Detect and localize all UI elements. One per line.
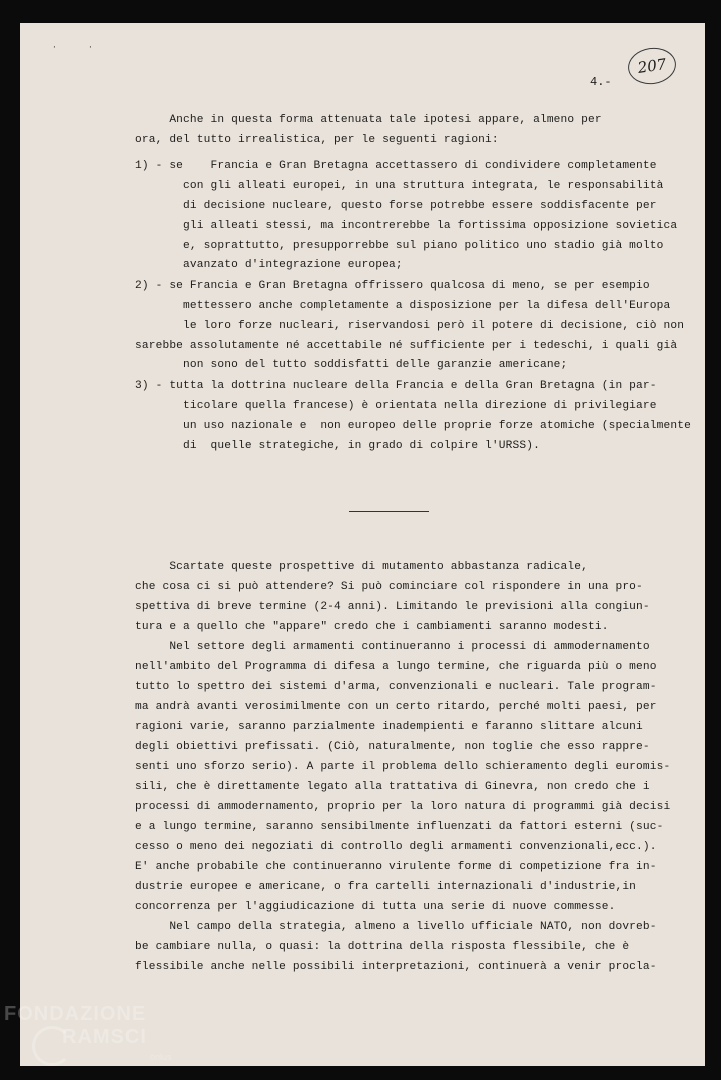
watermark-line2: RAMSCI bbox=[62, 1026, 147, 1048]
intro-line: ora, del tutto irrealistica, per le seguenti ragioni: bbox=[135, 134, 499, 146]
list-item-line: avanzato d'integrazione europea; bbox=[135, 259, 403, 271]
margin-mark: · bbox=[88, 43, 93, 52]
body-line: sili, che è direttamente legato alla trattativa di Ginevra, non credo che i bbox=[135, 781, 650, 793]
body-line: be cambiare nulla, o quasi: la dottrina della risposta flessibile, che è bbox=[135, 941, 630, 953]
list-item-line: un uso nazionale e non europeo delle proprie forze atomiche (specialmente bbox=[135, 420, 691, 432]
list-item-line: sarebbe assolutamente né accettabile né sufficiente per i tedeschi, i quali già bbox=[135, 340, 678, 352]
list-item-line: gli alleati stessi, ma incontrerebbe la fortissima opposizione sovietica bbox=[135, 220, 678, 232]
body-line: Nel campo della strategia, almeno a livello ufficiale NATO, non dovreb- bbox=[135, 921, 657, 933]
body-line: cesso o meno dei negoziati di controllo degli armamenti convenzionali,ecc.). bbox=[135, 841, 657, 853]
body-line: E' anche probabile che continueranno virulente forme di competizione fra in- bbox=[135, 861, 657, 873]
body-line: tutto lo spettro dei sistemi d'arma, convenzionali e nucleari. Tale program- bbox=[135, 681, 657, 693]
body-line: flessibile anche nelle possibili interpretazioni, continuerà a venir procla- bbox=[135, 961, 657, 973]
body-line: dustrie europee e americane, o fra cartelli internazionali d'industrie,in bbox=[135, 881, 637, 893]
body-line: processi di ammodernamento, proprio per la loro natura di programmi già decisi bbox=[135, 801, 671, 813]
body-line: degli obiettivi prefissati. (Ciò, naturalmente, non toglie che esso rappre- bbox=[135, 741, 650, 753]
list-item-line: le loro forze nucleari, riservandosi però il potere di decisione, ciò non bbox=[135, 320, 685, 332]
body-line: Scartate queste prospettive di mutamento abbastanza radicale, bbox=[135, 561, 588, 573]
watermark-line1: FONDAZIONE bbox=[4, 1003, 147, 1025]
list-item-line: 2) - se Francia e Gran Bretagna offrissero qualcosa di meno, se per esempio bbox=[135, 280, 650, 292]
archive-number-stamp bbox=[626, 45, 679, 87]
body-line: che cosa ci si può attendere? Si può cominciare col rispondere in una pro- bbox=[135, 581, 643, 593]
document-page bbox=[20, 23, 705, 1066]
list-item-line: di quelle strategiche, in grado di colpire l'URSS). bbox=[135, 440, 540, 452]
list-item-line: con gli alleati europei, in una struttura integrata, le responsabilità bbox=[135, 180, 664, 192]
list-item-line: 3) - tutta la dottrina nucleare della Francia e della Gran Bretagna (in par- bbox=[135, 380, 657, 392]
archive-number: 207 bbox=[636, 55, 668, 77]
list-item-line: non sono del tutto soddisfatti delle garanzie americane; bbox=[135, 359, 568, 371]
section-divider bbox=[349, 511, 429, 512]
body-line: senti uno sforzo serio). A parte il problema dello schieramento degli euromis- bbox=[135, 761, 671, 773]
list-item-line: di decisione nucleare, questo forse potrebbe essere soddisfacente per bbox=[135, 200, 657, 212]
list-item-line: ticolare quella francese) è orientata nella direzione di privilegiare bbox=[135, 400, 657, 412]
fondazione-gramsci-watermark bbox=[4, 1003, 194, 1075]
watermark-sub: onlus bbox=[150, 1052, 172, 1062]
body-line: Nel settore degli armamenti continueranno i processi di ammodernamento bbox=[135, 641, 650, 653]
list-item-line: mettessero anche completamente a disposizione per la difesa dell'Europa bbox=[135, 300, 671, 312]
list-item-line: 1) - se Francia e Gran Bretagna accettassero di condividere completamente bbox=[135, 160, 657, 172]
intro-line: Anche in questa forma attenuata tale ipotesi appare, almeno per bbox=[135, 114, 602, 126]
body-line: e a lungo termine, saranno sensibilmente influenzati da fattori esterni (suc- bbox=[135, 821, 664, 833]
body-line: concorrenza per l'aggiudicazione di tutta una serie di nuove commesse. bbox=[135, 901, 616, 913]
body-line: ma andrà avanti verosimilmente con un certo ritardo, perché molti paesi, per bbox=[135, 701, 657, 713]
body-line: nell'ambito del Programma di difesa a lungo termine, che riguarda più o meno bbox=[135, 661, 657, 673]
body-line: ragioni varie, saranno parzialmente inadempienti e faranno slittare alcuni bbox=[135, 721, 643, 733]
body-line: spettiva di breve termine (2-4 anni). Limitando le previsioni alla congiun- bbox=[135, 601, 650, 613]
list-item-line: e, soprattutto, presupporrebbe sul piano politico uno stadio già molto bbox=[135, 240, 664, 252]
margin-mark: · bbox=[52, 43, 57, 52]
body-line: tura e a quello che "appare" credo che i cambiamenti saranno modesti. bbox=[135, 621, 609, 633]
page-number: 4.- bbox=[590, 75, 612, 89]
